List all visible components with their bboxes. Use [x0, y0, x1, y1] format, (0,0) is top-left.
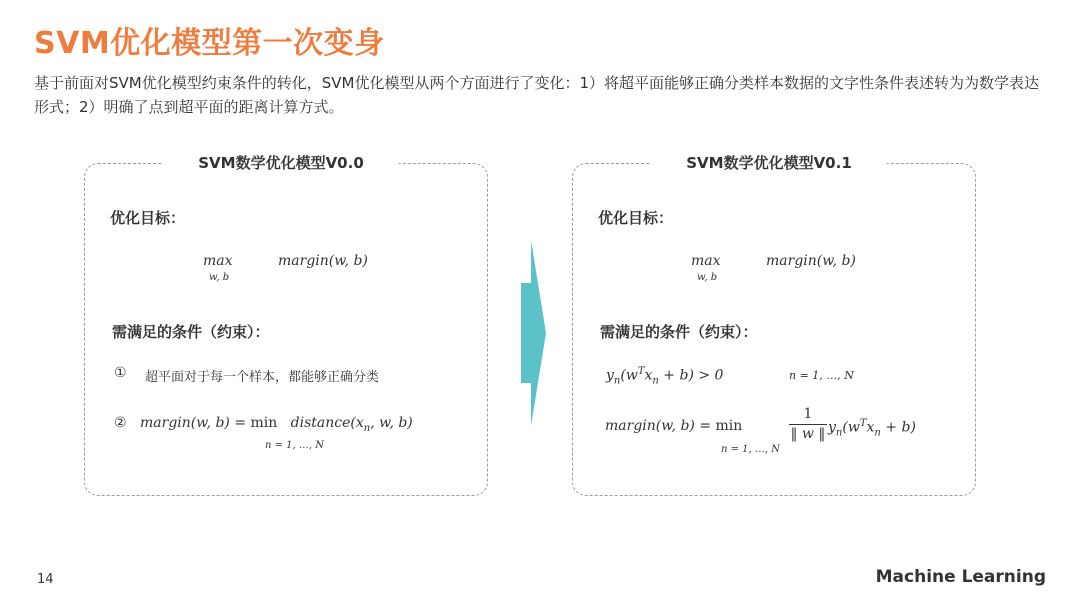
objective-max-subscript: w, b: [697, 272, 718, 283]
slide-title: SVM优化模型第一次变身: [34, 26, 385, 61]
constraint-2-formula: margin(w, b) = min $distance(x_n$, w, b): [140, 415, 413, 434]
objective-max: max: [203, 253, 233, 269]
objective-max-subscript: w, b: [209, 272, 230, 283]
constraints-label: 需满足的条件（约束）：: [112, 323, 270, 341]
objective-label: 优化目标：: [110, 209, 186, 227]
objective-expression: margin(w, b): [278, 253, 368, 269]
constraint-1-range: n = 1, …, N: [789, 369, 854, 382]
objective-expression: margin(w, b): [766, 253, 856, 269]
constraint-2-fraction: 1 ‖ w ‖: [790, 406, 826, 442]
slide-description: 基于前面对SVM优化模型约束条件的转化，SVM优化模型从两个方面进行了变化：1）将超平面能够正确分类样本数据的文字性条件表述转为为数学表达形式；2）明确了点到超平面的距离计算方式。: [34, 74, 1039, 116]
constraint-2-lhs: margin(w, b) = min: [605, 418, 743, 434]
constraint-2-marker: ②: [114, 415, 127, 431]
page-number: 14: [37, 572, 54, 587]
objective-max: max: [691, 253, 721, 269]
objective-label: 优化目标：: [598, 209, 674, 227]
constraint-2-subscript: n = 1, …, N: [265, 440, 325, 451]
model-v00-panel: [84, 154, 488, 496]
constraint-2-rhs: $y_n(w^Tx_n + b)$: [828, 418, 916, 439]
constraint-1-marker: ①: [114, 365, 127, 381]
constraint-2-subscript: n = 1, …, N: [721, 444, 781, 455]
brand-label: Machine Learning: [875, 567, 1046, 587]
constraint-1-formula: $y_n(w^Tx_n + b) > 0$: [606, 366, 724, 387]
panel-title: SVM数学优化模型V0.1: [651, 152, 887, 173]
constraint-1-text: 超平面对于每一个样本，都能够正确分类: [145, 370, 380, 385]
panel-title: SVM数学优化模型V0.0: [163, 152, 399, 173]
right-arrow-icon: [519, 240, 546, 426]
model-v01-panel: [572, 154, 976, 496]
constraints-label: 需满足的条件（约束）：: [600, 323, 758, 341]
